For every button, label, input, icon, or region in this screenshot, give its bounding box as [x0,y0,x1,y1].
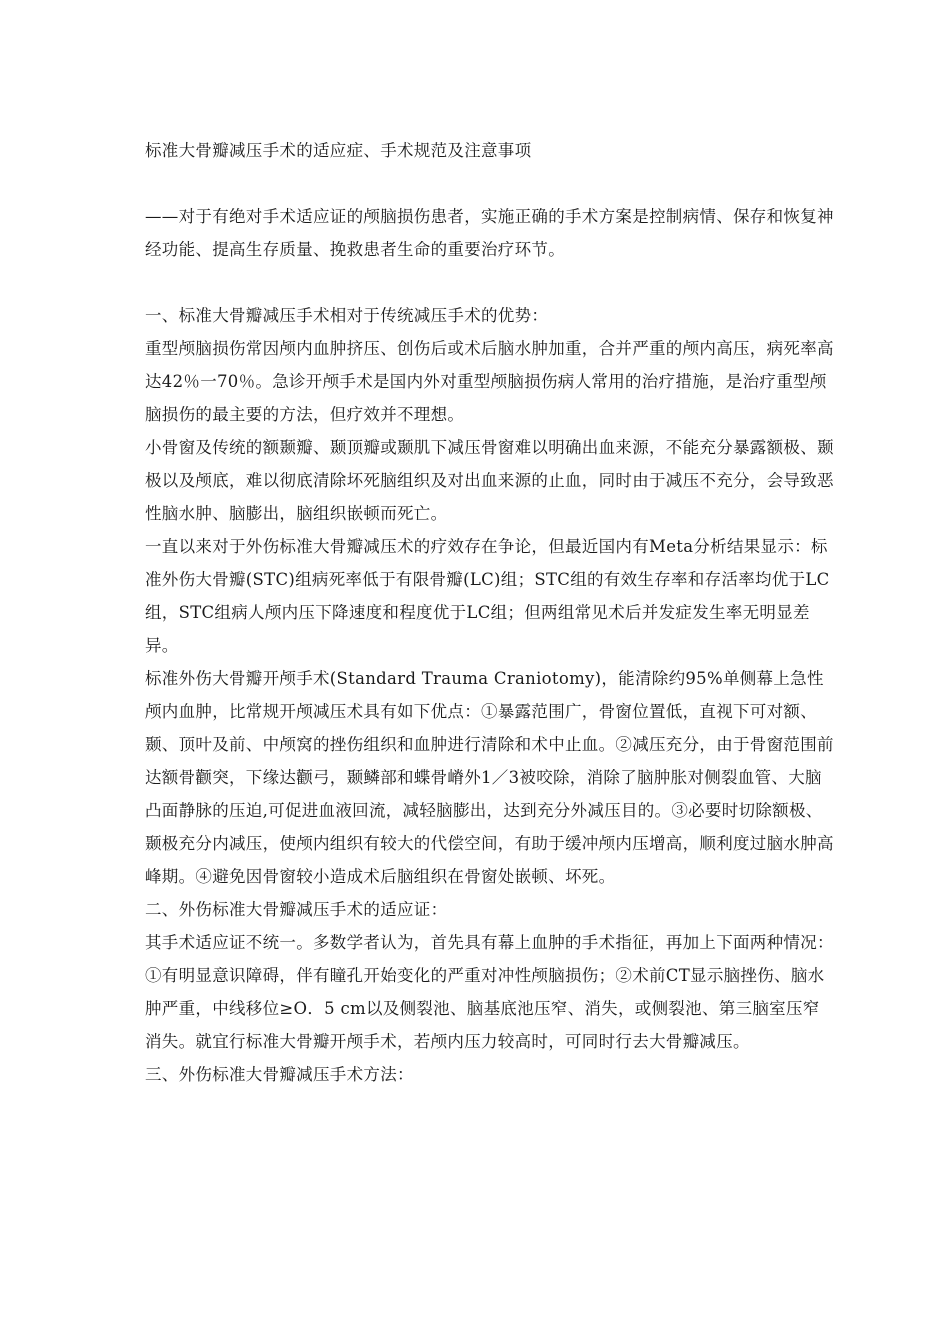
intro-paragraph: ——对于有绝对手术适应证的颅脑损伤患者，实施正确的手术方案是控制病情、保存和恢复神经功能、提高生存质量、挽救患者生命的重要治疗环节。 [145,207,834,259]
section-3-heading: 三、外伤标准大骨瓣减压手术方法： [145,1065,414,1084]
section-1-paragraph-3: 一直以来对于外伤标准大骨瓣减压术的疗效存在争论，但最近国内有Meta分析结果显示：标准外伤大骨瓣(STC)组病死率低于有限骨瓣(LC)组；STC组的有效生存率和存活率均优于LC组，STC组病人颅内压下降速度和程度优于LC组；但两组常见术后并发症发生率无明显差异。 [145,537,830,655]
section-2-heading: 二、外伤标准大骨瓣减压手术的适应证： [145,900,448,919]
section-1-paragraph-4: 标准外伤大骨瓣开颅手术(Standard Trauma Craniotomy)，能清除约95%单侧幕上急性颅内血肿，比常规开颅减压术具有如下优点：①暴露范围广，骨窗位置低，直视下可对额、颞、顶叶及前、中颅窝的挫伤组织和血肿进行清除和术中止血。②减压充分，由于骨窗范围前达额骨颧突，下缘达颧弓，颞鳞部和蝶骨嵴外1／3被咬除，消除了脑肿胀对侧裂血管、大脑凸面静脉的压迫,可促进血液回流，减轻脑膨出，达到充分外减压目的。③必要时切除额极、颞极充分内减压，使颅内组织有较大的代偿空间，有助于缓冲颅内压增高，顺利度过脑水肿高峰期。④避免因骨窗较小造成术后脑组织在骨窗处嵌顿、坏死。 [145,669,834,886]
section-1-paragraph-2: 小骨窗及传统的额颞瓣、颞顶瓣或颞肌下减压骨窗难以明确出血来源，不能充分暴露额极、颞极以及颅底，难以彻底清除坏死脑组织及对出血来源的止血，同时由于减压不充分，会导致恶性脑水肿、脑膨出，脑组织嵌顿而死亡。 [145,438,834,523]
document-title: 标准大骨瓣减压手术的适应症、手术规范及注意事项 [145,141,532,160]
section-1-heading: 一、标准大骨瓣减压手术相对于传统减压手术的优势： [145,306,549,325]
document-body [145,134,835,1091]
section-2-paragraph-1: 其手术适应证不统一。多数学者认为，首先具有幕上血肿的手术指征，再加上下面两种情况：①有明显意识障碍，伴有瞳孔开始变化的严重对冲性颅脑损伤；②术前CT显示脑挫伤、脑水肿严重，中线移位≥O．5 cm以及侧裂池、脑基底池压窄、消失，或侧裂池、第三脑室压窄消失。就宜行标准大骨瓣开颅手术，若颅内压力较高时，可同时行去大骨瓣减压。 [145,933,834,1051]
section-1-paragraph-1: 重型颅脑损伤常因颅内血肿挤压、创伤后或术后脑水肿加重，合并严重的颅内高压，病死率高达42％一70％。急诊开颅手术是国内外对重型颅脑损伤病人常用的治疗措施，是治疗重型颅脑损伤的最主要的方法，但疗效并不理想。 [145,339,834,424]
